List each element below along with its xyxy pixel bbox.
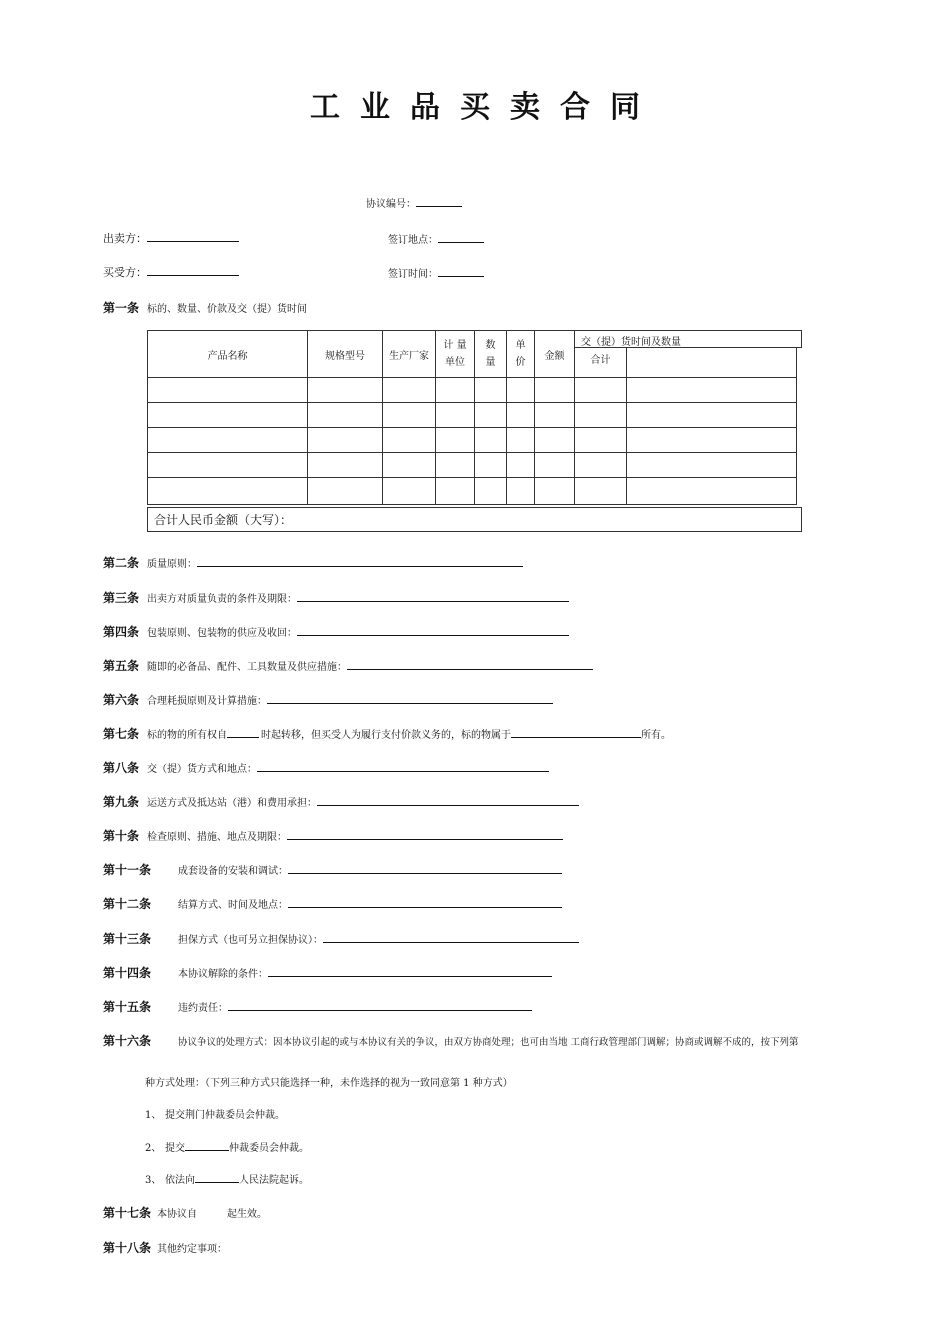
article-10-label: 第十条	[103, 829, 140, 843]
sign-time-label: 签订时间：	[388, 269, 438, 280]
article-13	[103, 930, 579, 947]
article-6	[103, 691, 553, 708]
article-5	[103, 657, 593, 674]
article-13-text: 担保方式（也可另立担保协议）：	[178, 935, 323, 946]
col-unit-line1: 计 量	[443, 340, 467, 351]
col-subtotal: 合计	[575, 331, 627, 378]
table-row	[148, 453, 797, 478]
option-2-text-b: 仲裁委员会仲裁。	[229, 1143, 309, 1154]
article-9-text: 运送方式及抵达站（港）和费用承担：	[147, 798, 317, 809]
col-product-name: 产品名称	[148, 331, 308, 378]
agreement-no-label: 协议编号：	[366, 199, 416, 210]
col-price-line1: 单	[515, 340, 526, 351]
article-3-label: 第三条	[103, 591, 140, 605]
total-amount-row[interactable]: 合计人民币金额（大写）：	[147, 507, 802, 532]
article-7-text-c: 所有。	[641, 730, 671, 741]
seller-row	[103, 230, 239, 246]
option-3-num: 3、	[145, 1175, 162, 1186]
article-8	[103, 759, 549, 776]
col-spec: 规格型号	[308, 331, 383, 378]
article-15-text: 违约责任：	[178, 1003, 228, 1014]
article-11-field[interactable]	[288, 863, 562, 874]
article-17-text-a: 本协议自	[157, 1209, 198, 1220]
article-8-label: 第八条	[103, 761, 140, 775]
option-2	[145, 1139, 309, 1154]
article-7-time-field[interactable]	[227, 727, 259, 738]
sign-time-row	[388, 265, 484, 280]
article-14-field[interactable]	[268, 966, 552, 977]
seller-label: 出卖方：	[103, 232, 147, 245]
article-7-text-a: 标的物的所有权自	[147, 730, 227, 741]
article-5-field[interactable]	[347, 659, 593, 670]
article-15	[103, 998, 532, 1015]
col-price-line2: 价	[515, 357, 526, 368]
article-16-label: 第十六条	[103, 1034, 152, 1048]
option-3-field[interactable]	[195, 1172, 239, 1183]
article-7	[103, 725, 671, 742]
article-10	[103, 827, 563, 844]
sign-place-label: 签订地点：	[388, 235, 438, 246]
col-quantity-line2: 量	[485, 357, 496, 368]
article-15-label: 第十五条	[103, 1000, 152, 1014]
agreement-no-field[interactable]	[416, 196, 462, 207]
article-16	[103, 1032, 799, 1049]
option-3-text-a: 依法向	[165, 1175, 195, 1186]
article-1-label: 第一条	[103, 301, 140, 315]
article-14	[103, 964, 552, 981]
article-9	[103, 793, 579, 810]
option-1	[145, 1106, 285, 1121]
goods-table	[147, 330, 797, 505]
article-18-text: 其他约定事项：	[157, 1244, 228, 1255]
article-18-label: 第十八条	[103, 1241, 152, 1255]
article-12-text: 结算方式、时间及地点：	[178, 900, 288, 911]
buyer-row	[103, 264, 239, 280]
article-12-field[interactable]	[288, 897, 562, 908]
article-3	[103, 589, 569, 606]
article-11-label: 第十一条	[103, 863, 152, 877]
article-5-label: 第五条	[103, 659, 140, 673]
article-16-text: 协议争议的处理方式：因本协议引起的或与本协议有关的争议，由双方协商处理；也可由当地 工商行政管理部门调解；协商或调解不成的，按下列第	[178, 1037, 799, 1048]
sign-place-field[interactable]	[438, 232, 484, 243]
article-2-field[interactable]	[197, 556, 523, 567]
seller-field[interactable]	[147, 231, 239, 242]
article-5-text: 随即的必备品、配件、工具数量及供应措施：	[147, 662, 347, 673]
buyer-label: 买受方：	[103, 266, 147, 279]
article-3-text: 出卖方对质量负责的条件及期限：	[147, 594, 297, 605]
agreement-no	[366, 195, 462, 210]
option-1-text: 提交荆门仲裁委员会仲裁。	[165, 1110, 285, 1121]
article-2-label: 第二条	[103, 556, 140, 570]
option-2-field[interactable]	[185, 1140, 229, 1151]
sign-time-field[interactable]	[438, 266, 484, 277]
article-14-label: 第十四条	[103, 966, 152, 980]
article-6-field[interactable]	[267, 693, 553, 704]
delivery-time-header: 交（提）货时间及数量	[574, 330, 802, 348]
table-row	[148, 478, 797, 505]
col-unit-line2: 单位	[445, 357, 465, 368]
article-9-label: 第九条	[103, 795, 140, 809]
article-12-label: 第十二条	[103, 897, 152, 911]
article-1-text: 标的、数量、价款及交（提）货时间	[147, 304, 308, 315]
article-11-text: 成套设备的安装和调试：	[178, 866, 288, 877]
col-quantity	[475, 331, 507, 378]
table-row	[148, 403, 797, 428]
article-14-text: 本协议解除的条件：	[178, 969, 268, 980]
col-price	[507, 331, 535, 378]
article-10-text: 检查原则、措施、地点及期限：	[147, 832, 287, 843]
article-17	[103, 1204, 267, 1221]
option-2-text-a: 提交	[165, 1143, 185, 1154]
article-7-owner-field[interactable]	[511, 727, 641, 738]
article-18	[103, 1239, 227, 1256]
article-15-field[interactable]	[228, 1000, 532, 1011]
article-12	[103, 895, 562, 912]
col-quantity-line1: 数	[485, 340, 496, 351]
col-unit	[436, 331, 475, 378]
article-9-field[interactable]	[317, 795, 579, 806]
col-manufacturer: 生产厂家	[383, 331, 436, 378]
sign-place-row	[388, 231, 484, 246]
buyer-field[interactable]	[147, 265, 239, 276]
page-title: 工业品买卖合同	[310, 90, 660, 125]
article-4	[103, 623, 569, 640]
article-4-label: 第四条	[103, 625, 140, 639]
article-13-field[interactable]	[323, 932, 579, 943]
article-2	[103, 554, 523, 571]
article-17-text-b: 起生效。	[227, 1209, 268, 1220]
article-8-text: 交（提）货方式和地点：	[147, 764, 257, 775]
option-1-num: 1、	[145, 1110, 162, 1121]
article-17-label: 第十七条	[103, 1206, 152, 1220]
article-10-field[interactable]	[287, 829, 563, 840]
article-6-label: 第六条	[103, 693, 140, 707]
article-7-text-b: 时起转移，但买受人为履行支付价款义务的，标的物属于	[261, 730, 511, 741]
article-2-text: 质量原则：	[147, 559, 197, 570]
article-8-field[interactable]	[257, 761, 549, 772]
article-13-label: 第十三条	[103, 932, 152, 946]
table-row	[148, 378, 797, 403]
article-3-field[interactable]	[297, 591, 569, 602]
option-2-num: 2、	[145, 1143, 162, 1154]
article-4-field[interactable]	[297, 625, 569, 636]
col-amount: 金额	[535, 331, 575, 378]
table-row	[148, 428, 797, 453]
article-6-text: 合理耗损原则及计算措施：	[147, 696, 267, 707]
article-7-label: 第七条	[103, 727, 140, 741]
option-3	[145, 1171, 309, 1186]
article-11	[103, 861, 562, 878]
article-1	[103, 299, 307, 316]
article-4-text: 包装原则、包装物的供应及收回：	[147, 628, 297, 639]
article-16-text2: 种方式处理：（下列三种方式只能选择一种，未作选择的视为一致同意第 1 种方式）	[145, 1078, 513, 1089]
option-3-text-b: 人民法院起诉。	[239, 1175, 309, 1186]
